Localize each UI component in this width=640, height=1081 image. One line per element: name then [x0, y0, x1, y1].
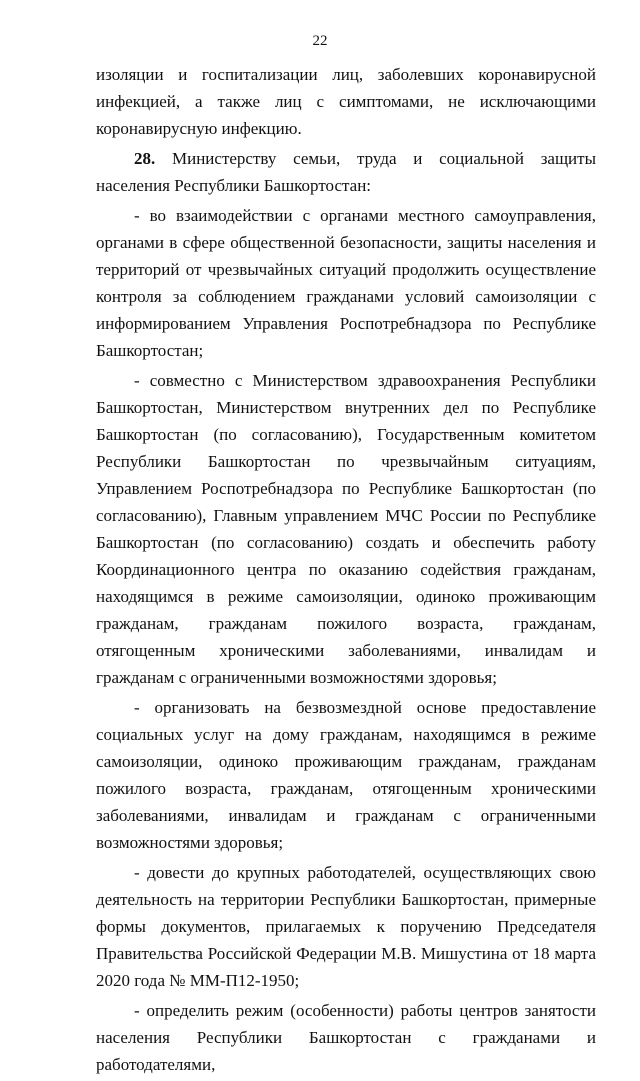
document-body: [96, 61, 596, 1081]
paragraph-text: - определить режим (особенности) работы центров занятости населения Республики Башкортостан с гражданами и работодателями,: [96, 1001, 596, 1074]
paragraph-bullet-employment-centers: [96, 997, 596, 1078]
item-number: 28.: [134, 149, 156, 168]
paragraph-text: изоляции и госпитализации лиц, заболевших коронавирусной инфекцией, а также лиц с симптомами, не исключающими коронавирусную инфекцию.: [96, 65, 596, 138]
paragraph-bullet-coordination-center: [96, 367, 596, 691]
paragraph-text: - довести до крупных работодателей, осуществляющих свою деятельность на территории Республики Башкортостан, примерные формы документов, прилагаемых к поручению Председателя Правительства Российской Федерации М.В. Мишустина от 18 марта 2020 года № ММ-П12-1950;: [96, 863, 596, 990]
page-number: 22: [312, 33, 328, 49]
paragraph-text: - совместно с Министерством здравоохранения Республики Башкортостан, Министерством внутренних дел по Республике Башкортостан (по согласованию), Государственным комитетом Республики Башкортостан по чрезвычайным ситуациям, Управлением Роспотребнадзора по Республике Башкортостан (по согласованию), Главным управлением МЧС России по Республике Башкортостан (по согласованию) создать и обеспечить работу Координационного центра по оказанию содействия гражданам, находящимся в режиме самоизоляции, одиноко проживающим гражданам, гражданам пожилого возраста, гражданам, отягощенным хроническими заболеваниями, инвалидам и гражданам с ограниченными возможностями здоровья;: [96, 371, 596, 687]
paragraph-bullet-social-services: [96, 694, 596, 856]
paragraph-text: - организовать на безвозмездной основе предоставление социальных услуг на дому гражданам, находящимся в режиме самоизоляции, одиноко проживающим гражданам, гражданам пожилого возраста, гражданам, отягощенным хроническими заболеваниями, инвалидам и гражданам с ограниченными возможностями здоровья;: [96, 698, 596, 852]
paragraph-text: - во взаимодействии с органами местного самоуправления, органами в сфере общественной безопасности, защиты населения и территорий от чрезвычайных ситуаций продолжить осуществление контроля за соблюдением гражданами условий самоизоляции с информированием Управления Роспотребнадзора по Республике Башкортостан;: [96, 206, 596, 360]
paragraph-continuation: [96, 61, 596, 142]
paragraph-bullet-employers: [96, 859, 596, 994]
paragraph-item-28: [96, 145, 596, 199]
paragraph-text: Министерству семьи, труда и социальной защиты населения Республики Башкортостан:: [96, 149, 596, 195]
paragraph-bullet-control: [96, 202, 596, 364]
